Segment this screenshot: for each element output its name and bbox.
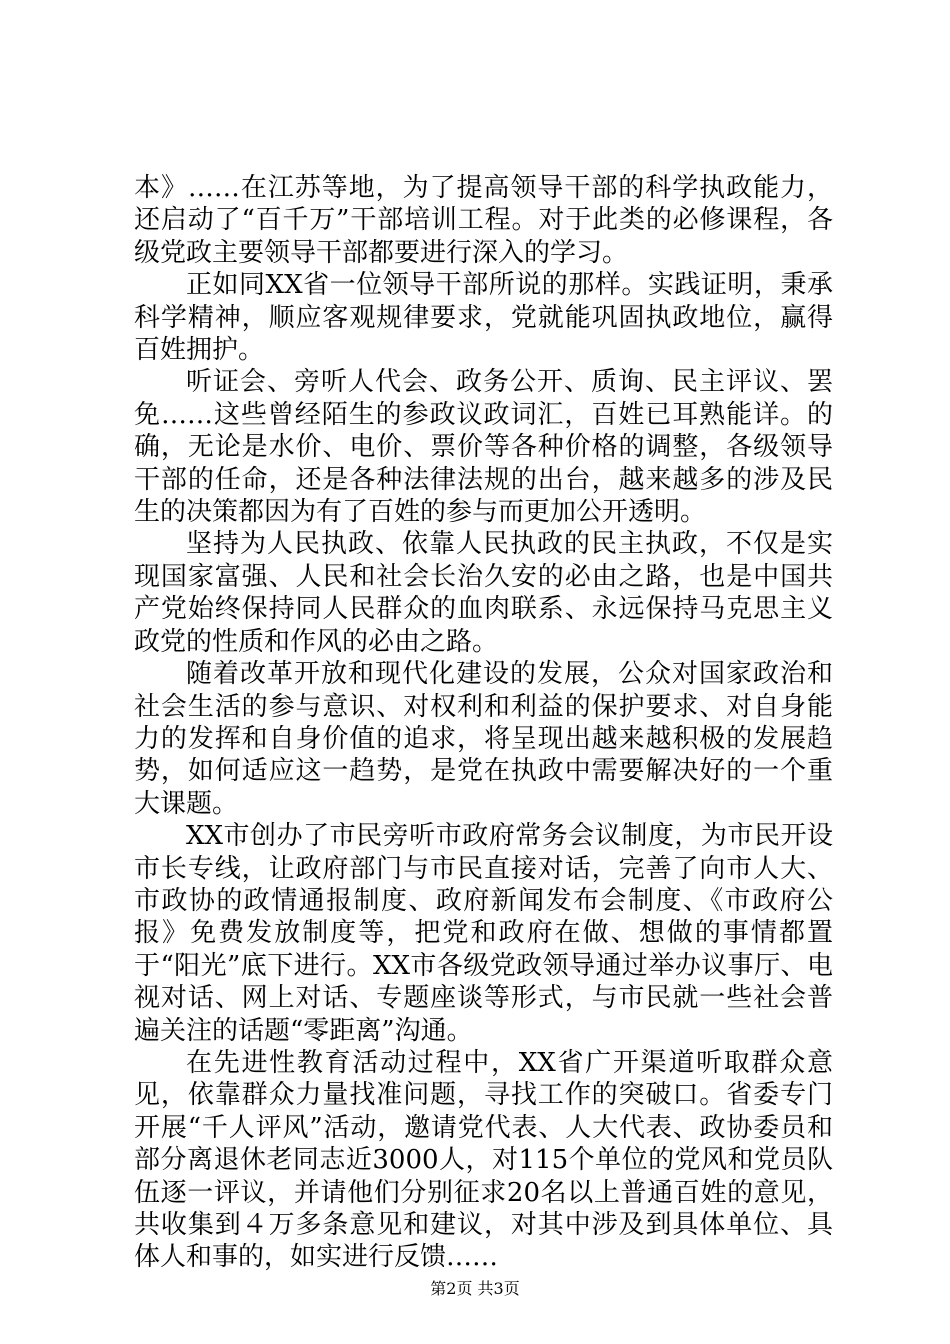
- paragraph-3: 听证会、旁听人代会、政务公开、质询、民主评议、罢免……这些曾经陌生的参政议政词汇，百姓已耳熟能详。的确，无论是水价、电价、票价等各种价格的调整，各级领导干部的任命，还是各种法律法规的出台，越来越多的涉及民生的决策都因为有了百姓的参与而更加公开透明。: [134, 367, 833, 528]
- paragraph-1: 本》……在江苏等地，为了提高领导干部的科学执政能力，还启动了“百千万”干部培训工程。对于此类的必修课程，各级党政主要领导干部都要进行深入的学习。: [134, 173, 833, 268]
- paragraph-7: 在先进性教育活动过程中，XX省广开渠道听取群众意见，依靠群众力量找准问题，寻找工作的突破口。省委专门开展“千人评风”活动，邀请党代表、人大代表、政协委员和部分离退休老同志近3000人，对115个单位的党风和党员队伍逐一评议，并请他们分别征求20名以上普通百姓的意见，共收集到４万多条意见和建议，对其中涉及到具体单位、具体人和事的，如实进行反馈……: [134, 1047, 833, 1273]
- paragraph-5: 随着改革开放和现代化建设的发展，公众对国家政治和社会生活的参与意识、对权利和利益的保护要求、对自身能力的发挥和自身价值的追求，将呈现出越来越积极的发展趋势，如何适应这一趋势，是党在执政中需要解决好的一个重大课题。: [134, 659, 833, 819]
- paragraph-4: 坚持为人民执政、依靠人民执政的民主执政，不仅是实现国家富强、人民和社会长治久安的必由之路，也是中国共产党始终保持同人民群众的血肉联系、永远保持马克思主义政党的性质和作风的必由之路。: [134, 529, 833, 657]
- page-number-footer: 第2页 共3页: [430, 1279, 520, 1298]
- paragraph-6: XX市创办了市民旁听市政府常务会议制度，为市民开设市长专线，让政府部门与市民直接对话，完善了向市人大、市政协的政情通报制度、政府新闻发布会制度、《市政府公报》免费发放制度等，把党和政府在做、想做的事情都置于“阳光”底下进行。XX市各级党政领导通过举办议事厅、电视对话、网上对话、专题座谈等形式，与市民就一些社会普遍关注的话题“零距离”沟通。: [134, 821, 833, 1046]
- paragraph-2: 正如同XX省一位领导干部所说的那样。实践证明，秉承科学精神，顺应客观规律要求，党就能巩固执政地位，赢得百姓拥护。: [134, 270, 833, 366]
- document-body: [134, 172, 833, 1274]
